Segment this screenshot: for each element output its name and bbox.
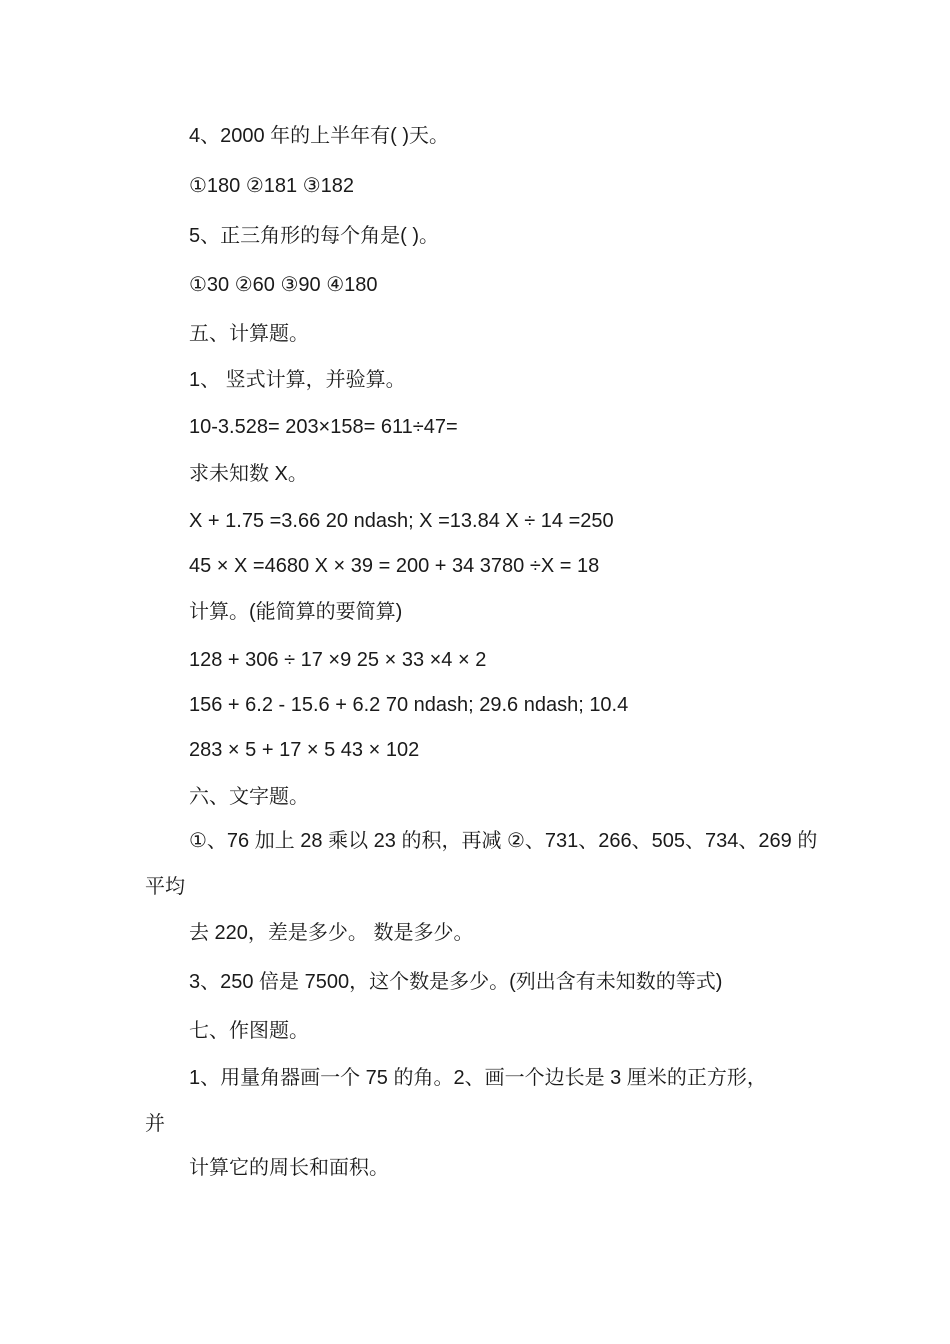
word-problem-1-line-3: 去 220，差是多少。 数是多少。 (189, 922, 474, 944)
calculation-row-1: 128 + 306 ÷ 17 ×9 25 × 33 ×4 × 2 (189, 649, 487, 671)
drawing-problem-line-1: 1、用量角器画一个 75 的角。2、画一个边长是 3 厘米的正方形， (189, 1067, 767, 1089)
drawing-problem-line-2: 并 (145, 1113, 165, 1135)
equation-row-1: X + 1.75 =3.66 20 ndash; X =13.84 X ÷ 14 =250 (189, 510, 614, 532)
calculation-row-2: 156 + 6.2 - 15.6 + 6.2 70 ndash; 29.6 ndash; 10.4 (189, 694, 629, 716)
calculation-row-3: 283 × 5 + 17 × 5 43 × 102 (189, 739, 420, 761)
question-4: 4、2000 年的上半年有( )天。 (189, 125, 450, 147)
solve-for-x-heading: 求未知数 X。 (189, 463, 308, 485)
vertical-calculation-instruction: 1、 竖式计算，并验算。 (189, 369, 406, 391)
section-heading-drawing: 七、作图题。 (189, 1020, 309, 1042)
question-4-options: ①180 ②181 ③182 (189, 175, 355, 197)
section-heading-calculation: 五、计算题。 (189, 323, 309, 345)
equation-row-2: 45 × X =4680 X × 39 = 200 + 34 3780 ÷X = 18 (189, 555, 600, 577)
word-problem-1-line-2: 平均 (145, 876, 185, 898)
word-problem-1-line-1: ①、76 加上 28 乘以 23 的积，再减 ②、731、266、505、734、269 的 (189, 830, 818, 852)
word-problem-3: 3、250 倍是 7500，这个数是多少。(列出含有未知数的等式) (189, 971, 723, 993)
drawing-problem-line-3: 计算它的周长和面积。 (189, 1157, 389, 1179)
question-5-options: ①30 ②60 ③90 ④180 (189, 274, 378, 296)
vertical-calculation-problems: 10-3.528= 203×158= 611÷47= (189, 416, 458, 438)
question-5: 5、正三角形的每个角是( )。 (189, 225, 439, 247)
section-heading-word-problems: 六、文字题。 (189, 786, 309, 808)
simplify-heading: 计算。(能简算的要简算) (189, 601, 403, 623)
